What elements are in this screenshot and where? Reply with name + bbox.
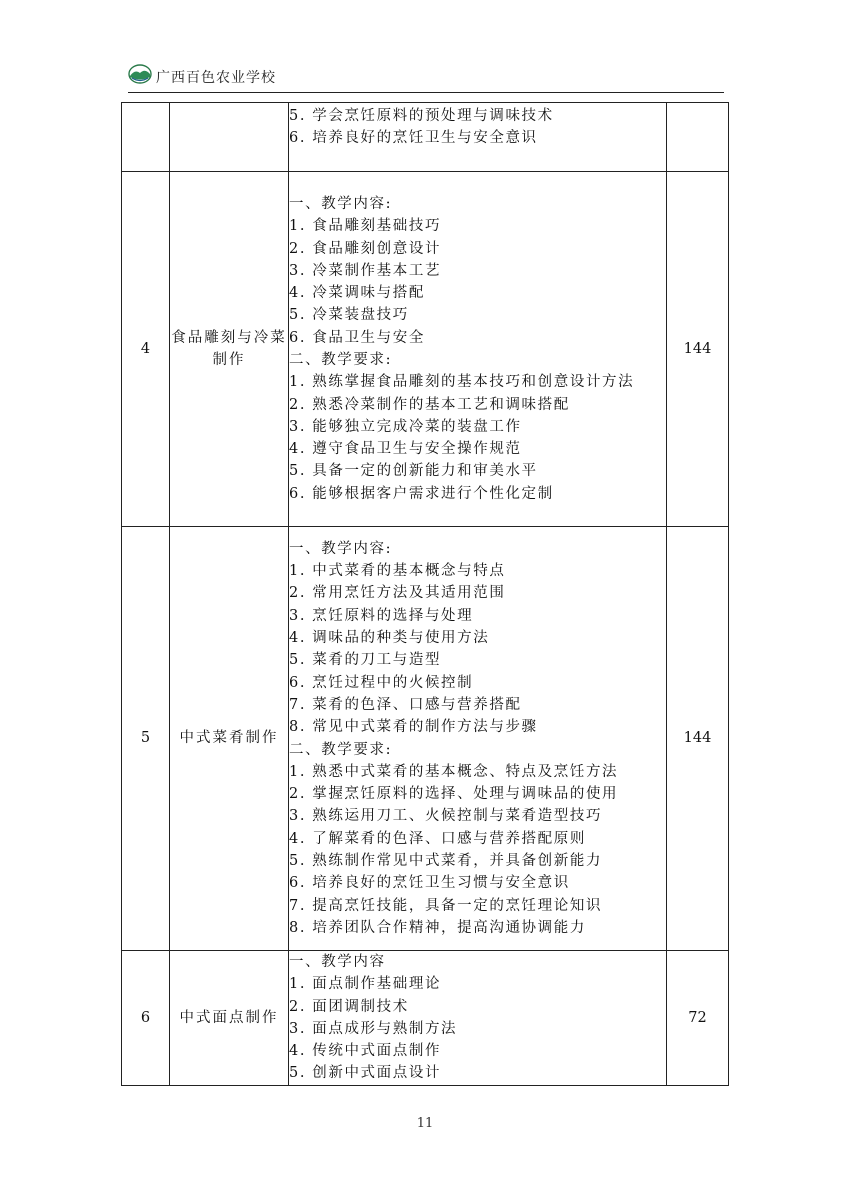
content-line: 6. 能够根据客户需求进行个性化定制: [289, 485, 554, 502]
course-hours-cell: [667, 103, 729, 172]
content-line: 3. 能够独立完成冷菜的装盘工作: [289, 418, 522, 435]
content-line: 3. 冷菜制作基本工艺: [289, 262, 442, 279]
course-content-cell: [289, 103, 667, 172]
content-line: 一、教学内容: [289, 954, 386, 970]
school-name: 广西百色农业学校: [156, 70, 276, 86]
content-line: 5. 冷菜装盘技巧: [289, 307, 409, 324]
course-number-cell: 4: [122, 172, 170, 527]
content-line: 1. 面点制作基础理论: [289, 976, 442, 993]
content-line: 二、教学要求:: [289, 352, 393, 368]
page-header: [128, 60, 724, 93]
content-line: 6. 培养良好的烹饪卫生习惯与安全意识: [289, 875, 570, 892]
curriculum-table: [121, 102, 729, 1086]
content-line: 二、教学要求:: [289, 741, 393, 758]
content-line: 1. 食品雕刻基础技巧: [289, 218, 442, 235]
course-content-cell: [289, 951, 667, 1086]
course-content-cell: [289, 172, 667, 527]
course-hours-cell: 144: [667, 527, 729, 951]
content-line: 2. 面团调制技术: [289, 998, 409, 1015]
course-hours-cell: 144: [667, 172, 729, 527]
content-line: 7. 菜肴的色泽、口感与营养搭配: [289, 696, 522, 713]
course-number-cell: 6: [122, 951, 170, 1086]
content-line: 4. 调味品的种类与使用方法: [289, 630, 490, 647]
course-name-cell: 食品雕刻与冷菜制作: [170, 172, 289, 527]
content-line: 2. 掌握烹饪原料的选择、处理与调味品的使用: [289, 786, 619, 803]
content-line: 1. 熟练掌握食品雕刻的基本技巧和创意设计方法: [289, 374, 635, 391]
content-line: 3. 熟练运用刀工、火候控制与菜肴造型技巧: [289, 808, 603, 825]
table-row: [122, 103, 729, 172]
content-line: 7. 提高烹饪技能，具备一定的烹饪理论知识: [289, 897, 603, 914]
content-line: 5. 创新中式面点设计: [289, 1065, 442, 1082]
course-name-cell: 中式面点制作: [170, 951, 289, 1086]
content-line: 5. 熟练制作常见中式菜肴，并具备创新能力: [289, 852, 603, 869]
content-line: 1. 中式菜肴的基本概念与特点: [289, 563, 506, 580]
content-line: 8. 常见中式菜肴的制作方法与步骤: [289, 719, 538, 736]
content-line: 4. 遵守食品卫生与安全操作规范: [289, 441, 522, 458]
table-row: [122, 951, 729, 1086]
content-line: 2. 熟悉冷菜制作的基本工艺和调味搭配: [289, 396, 570, 413]
content-line: 8. 培养团队合作精神，提高沟通协调能力: [289, 919, 586, 936]
content-line: 一、教学内容:: [289, 540, 393, 557]
course-number-cell: 5: [122, 527, 170, 951]
content-line: 1. 熟悉中式菜肴的基本概念、特点及烹饪方法: [289, 763, 619, 780]
course-number-cell: [122, 103, 170, 172]
course-name-cell: [170, 103, 289, 172]
content-line: 3. 面点成形与熟制方法: [289, 1020, 458, 1037]
course-hours-cell: 72: [667, 951, 729, 1086]
content-line: 4. 了解菜肴的色泽、口感与营养搭配原则: [289, 830, 586, 847]
content-line: 6. 培养良好的烹饪卫生与安全意识: [289, 130, 538, 147]
content-line: 4. 冷菜调味与搭配: [289, 285, 425, 302]
content-line: 6. 烹饪过程中的火候控制: [289, 674, 474, 691]
content-line: 5. 具备一定的创新能力和审美水平: [289, 463, 538, 480]
course-name-cell: 中式菜肴制作: [170, 527, 289, 951]
table-row: [122, 172, 729, 527]
table-row: [122, 527, 729, 951]
content-line: 一、教学内容:: [289, 195, 393, 212]
content-line: 2. 食品雕刻创意设计: [289, 240, 442, 257]
school-logo-icon: [128, 62, 152, 86]
content-line: 5. 学会烹饪原料的预处理与调味技术: [289, 108, 554, 124]
content-line: 3. 烹饪原料的选择与处理: [289, 607, 474, 624]
page-number: 11: [416, 1116, 434, 1131]
content-line: 5. 菜肴的刀工与造型: [289, 652, 442, 669]
content-line: 6. 食品卫生与安全: [289, 329, 425, 346]
content-line: 2. 常用烹饪方法及其适用范围: [289, 585, 506, 602]
course-content-cell: [289, 527, 667, 951]
content-line: 4. 传统中式面点制作: [289, 1043, 442, 1060]
